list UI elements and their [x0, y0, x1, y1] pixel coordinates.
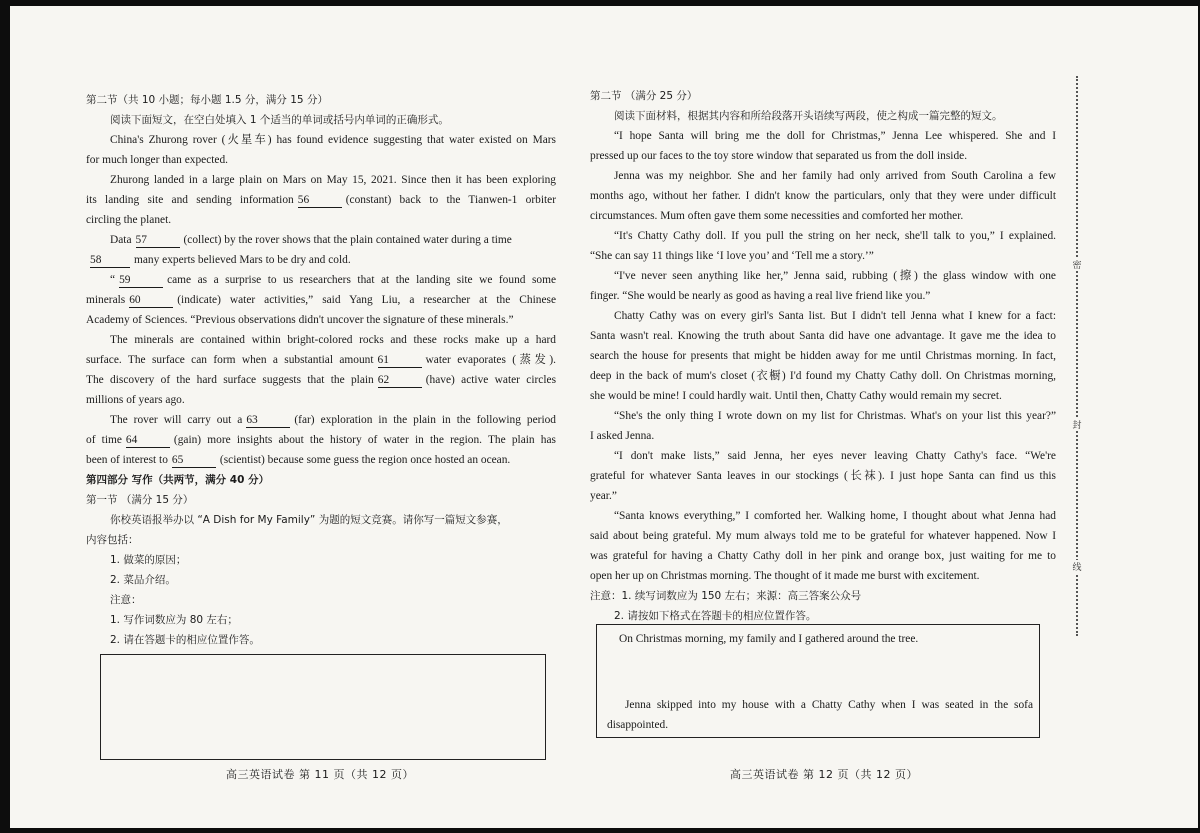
answer-blank-57: 57: [136, 233, 180, 248]
text-line: “I've never seen anything like her,” Jenna said, rubbing (擦) the glass window with one: [614, 270, 1056, 282]
answer-blank-62: 62: [378, 373, 422, 388]
continuation-answer-box: [596, 624, 1040, 738]
text-line: 第二节（共 10 小题；每小题 1.5 分，满分 15 分）: [86, 94, 328, 106]
line-text: been of interest to: [86, 454, 168, 466]
line-text: many experts believed Mars to be dry and cold.: [134, 254, 351, 266]
text-line: Zhurong landed in a large plain on Mars on May 15, 2021. Since then it has been exploring: [110, 174, 556, 186]
line-text: its landing site and sending information: [86, 194, 294, 206]
line-text: The rover will carry out a: [110, 414, 243, 426]
answer-blank-58: 58: [90, 253, 130, 268]
text-line: 阅读下面短文，在空白处填入 1 个适当的单词或括号内单词的正确形式。: [110, 114, 449, 126]
line-text: water evaporates (蒸发).: [425, 354, 556, 366]
text-line: “She's the only thing I wrote down on my list for Christmas. What's on your list this year?”: [614, 410, 1056, 422]
margin-char-xian: 线: [1070, 560, 1084, 573]
text-line: 第四部分 写作（共两节，满分 40 分）: [86, 474, 270, 486]
text-line: grateful for whatever Santa leaves in our stockings (长袜). I just hope Santa can find us this: [590, 470, 1056, 482]
text-line: 内容包括：: [86, 534, 139, 546]
text-line: [86, 430, 556, 450]
text-line: [86, 230, 556, 250]
margin-char-feng: 封: [1070, 418, 1084, 431]
line-text: (collect) by the rover shows that the plain contained water during a time: [183, 234, 512, 246]
line-text: “: [110, 274, 116, 286]
text-line: search the house for presents that might be hidden away for me until Christmas morning. In fact,: [590, 350, 1056, 362]
line-text: (indicate) water activities,” said Yang Liu, a researcher at the Chinese: [177, 294, 556, 306]
text-line: “Santa knows everything,” I comforted her. Walking home, I thought about what Jenna had: [614, 510, 1056, 522]
text-line: was grateful for having a Chatty Cathy doll in her pink and orange box, just waiting for me to: [590, 550, 1056, 562]
text-line: 注意：1. 续写词数应为 150 左右；来源：高三答案公众号: [590, 590, 862, 602]
answer-blank-61: 61: [378, 353, 422, 368]
text-line: circling the planet.: [86, 214, 172, 226]
box-second-opening-line-end: disappointed.: [607, 719, 669, 731]
text-line: months ago, without her father. I didn't know the particulars, only that they were under difficult: [590, 190, 1056, 202]
text-line: “It's Chatty Cathy doll. If you pull the string on her neck, she'll talk to you,” I explained.: [614, 230, 1056, 242]
line-text: surface. The surface can form when a substantial amount: [86, 354, 374, 366]
answer-blank-60: 60: [129, 293, 173, 308]
line-text: came as a surprise to us researchers that at the landing site we found some: [167, 274, 556, 286]
text-line: 你校英语报举办以 “A Dish for My Family” 为题的短文竞赛。请你写一篇短文参赛，: [110, 514, 508, 526]
answer-blank-56: 56: [298, 193, 342, 208]
text-line: millions of years ago.: [86, 394, 185, 406]
answer-blank-59: 59: [119, 273, 163, 288]
text-line: [86, 270, 556, 290]
text-line: 1. 做菜的原因；: [110, 554, 187, 566]
text-line: 2. 菜品介绍。: [110, 574, 176, 586]
answer-blank-63: 63: [246, 413, 290, 428]
text-line: for much longer than expected.: [86, 154, 229, 166]
margin-char-mi: 密: [1070, 258, 1084, 271]
text-line: she would be mine! I could hardly wait. Until then, Chatty Cathy would remain my secret.: [590, 390, 1002, 402]
text-line: [86, 250, 556, 270]
line-text: (gain) more insights about the history of water in the region. The plain has: [173, 434, 556, 446]
text-line: “I don't make lists,” said Jenna, her eyes never leaving Chatty Cathy's face. “We're: [614, 450, 1056, 462]
text-line: I asked Jenna.: [590, 430, 655, 442]
text-line: finger. “She would be nearly as good as having a real live friend like you.”: [590, 290, 931, 302]
text-line: Chatty Cathy was on every girl's Santa list. But I didn't tell Jenna what I knew for a fact:: [614, 310, 1056, 322]
text-line: year.”: [590, 490, 617, 502]
text-line: open her up on Christmas morning. The thought of it made me burst with excitement.: [590, 570, 980, 582]
footer-page-11: 高三英语试卷 第 11 页（共 12 页）: [226, 768, 414, 781]
answer-blank-64: 64: [126, 433, 170, 448]
text-line: 2. 请按如下格式在答题卡的相应位置作答。: [614, 610, 817, 622]
line-text: (constant) back to the Tianwen-1 orbiter: [345, 194, 556, 206]
writing-answer-box: [100, 654, 546, 760]
scanned-exam-sheet: [10, 6, 1198, 828]
line-text: (scientist) because some guess the region once hosted an ocean.: [219, 454, 511, 466]
box-second-opening-line: Jenna skipped into my house with a Chatty Cathy when I was seated in the sofa: [625, 699, 1033, 711]
text-line: 1. 写作词数应为 80 左右；: [110, 614, 238, 626]
line-text: Data: [110, 234, 132, 246]
text-line: 阅读下面材料，根据其内容和所给段落开头语续写两段，使之构成一篇完整的短文。: [614, 110, 1003, 122]
text-line: [86, 290, 556, 310]
line-text: of time: [86, 434, 122, 446]
text-line: [86, 190, 556, 210]
text-line: 第一节 （满分 15 分）: [86, 494, 194, 506]
text-line: said about being grateful. My mum always told me to be grateful for whatever happened. Now I: [590, 530, 1056, 542]
text-line: deep in the back of mum's closet (衣橱) I'd found my Chatty Cathy doll. On Christmas morning,: [590, 370, 1056, 382]
text-line: Jenna was my neighbor. She and her family had only arrived from South Carolina a few: [614, 170, 1056, 182]
line-text: The discovery of the hard surface suggests that the plain: [86, 374, 374, 386]
text-line: [86, 450, 556, 470]
footer-page-12: 高三英语试卷 第 12 页（共 12 页）: [730, 768, 918, 781]
text-line: 第二节 （满分 25 分）: [590, 90, 698, 102]
text-line: “She can say 11 things like ‘I love you’ and ‘Tell me a story.’”: [590, 250, 874, 262]
text-line: Santa wasn't real. Knowing the truth about Santa did have one advantage. It gave me the idea to: [590, 330, 1056, 342]
text-line: [86, 370, 556, 390]
text-line: pressed up our faces to the toy store window that separated us from the doll inside.: [590, 150, 968, 162]
text-line: “I hope Santa will bring me the doll for Christmas,” Jenna Lee whispered. She and I: [614, 130, 1056, 142]
text-line: circumstances. Mum often gave them some necessities and comforted her mother.: [590, 210, 964, 222]
page-11: [86, 90, 556, 650]
text-line: China's Zhurong rover (火星车) has found evidence suggesting that water existed on Mars: [110, 134, 556, 146]
text-line: 2. 请在答题卡的相应位置作答。: [110, 634, 260, 646]
text-line: The minerals are contained within bright-colored rocks and these rocks make up a hard: [110, 334, 556, 346]
answer-blank-65: 65: [172, 453, 216, 468]
box-opening-line: On Christmas morning, my family and I gathered around the tree.: [619, 633, 919, 645]
text-line: Academy of Sciences. “Previous observations didn't uncover the signature of these minerals.”: [86, 314, 514, 326]
line-text: (have) active water circles: [425, 374, 556, 386]
text-line: [86, 350, 556, 370]
page-12: [590, 86, 1056, 626]
binding-dotted-line: [1076, 76, 1078, 636]
line-text: (far) exploration in the plain in the following period: [294, 414, 556, 426]
line-text: minerals: [86, 294, 126, 306]
text-line: [86, 410, 556, 430]
text-line: 注意：: [110, 594, 142, 606]
